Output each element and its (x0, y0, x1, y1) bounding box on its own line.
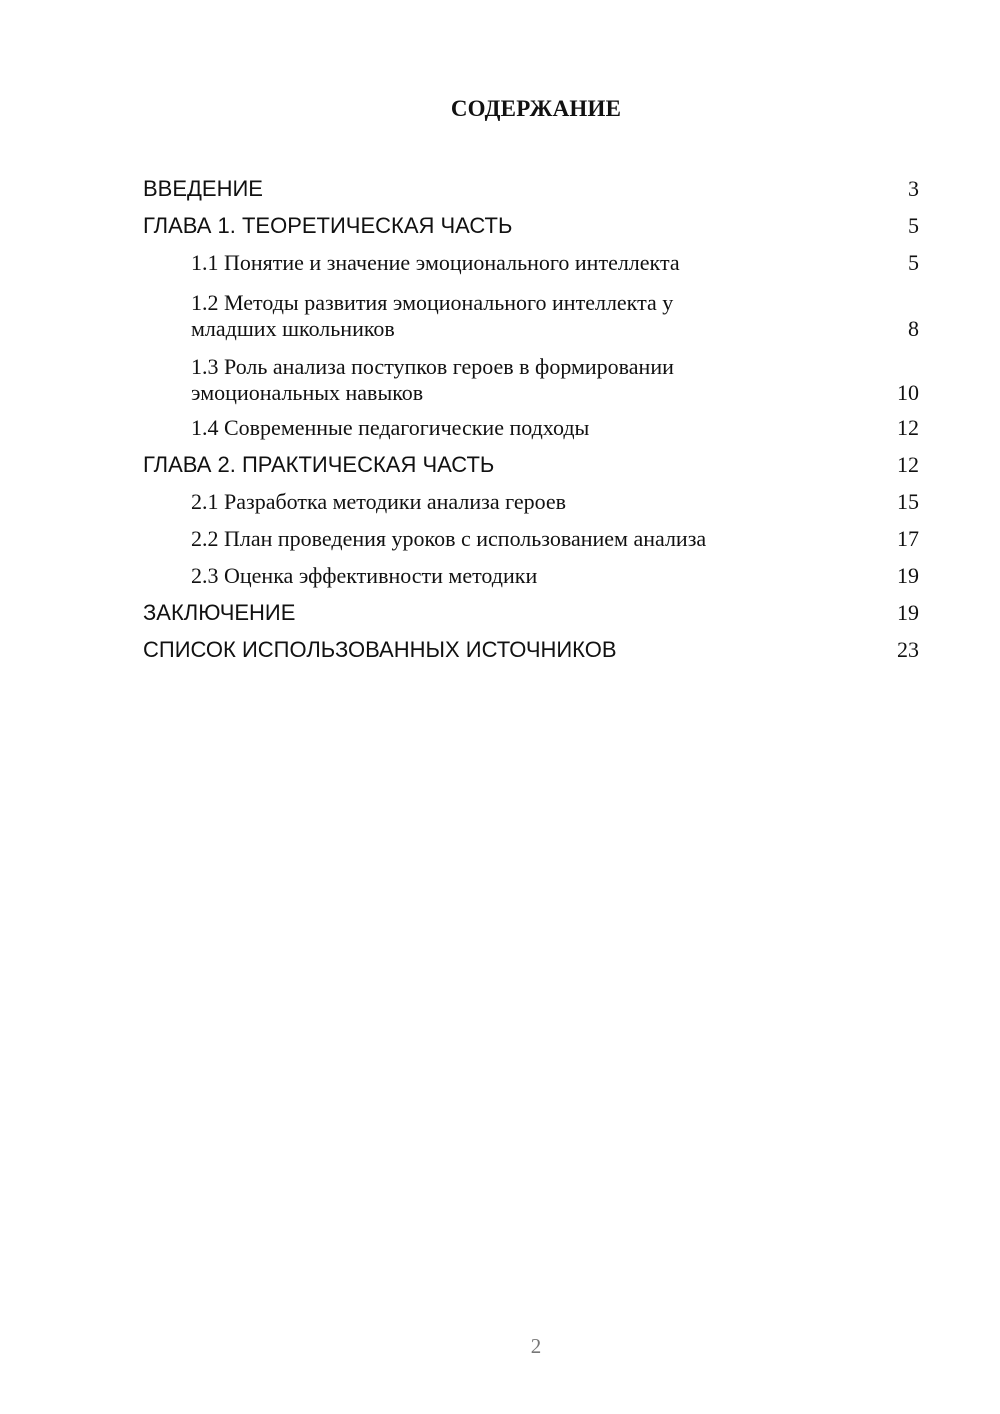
toc-entry-label: 1.2 Методы развития эмоционального интеллекта у младших школьников (191, 290, 674, 341)
toc-entry-section-1-4[interactable] (143, 409, 919, 446)
toc-entry-label: ЗАКЛЮЧЕНИЕ (143, 600, 296, 625)
toc-entry-section-1-3[interactable] (143, 345, 919, 409)
toc-entry-section-2-2[interactable] (143, 520, 919, 557)
toc-entry-page: 10 (897, 380, 919, 405)
toc-entry-page: 19 (897, 562, 919, 588)
toc-entry-page: 15 (897, 488, 919, 514)
toc-entry-label: 2.1 Разработка методики анализа героев (191, 488, 567, 514)
toc-title: СОДЕРЖАНИЕ (450, 96, 622, 121)
toc-entry-page: 5 (908, 213, 919, 238)
toc-entry-page: 12 (897, 414, 919, 440)
toc-entry-page: 5 (908, 249, 919, 275)
toc-entry-label: 1.1 Понятие и значение эмоционального интеллекта (191, 249, 680, 275)
toc-entry-references[interactable] (143, 631, 919, 668)
toc-entry-label: ГЛАВА 2. ПРАКТИЧЕСКАЯ ЧАСТЬ (143, 452, 495, 477)
toc-entry-introduction[interactable] (143, 170, 919, 207)
toc-entry-conclusion[interactable] (143, 594, 919, 631)
toc-entry-section-1-1[interactable] (143, 244, 919, 281)
toc-entry-page: 19 (897, 600, 919, 625)
toc-entry-section-2-1[interactable] (143, 483, 919, 520)
toc-entry-section-1-2[interactable] (143, 281, 919, 345)
toc-entry-label: 1.4 Современные педагогические подходы (191, 414, 590, 440)
toc-entry-label: ВВЕДЕНИЕ (143, 176, 263, 201)
toc-entry-page: 17 (897, 525, 919, 551)
toc-entry-label: СПИСОК ИСПОЛЬЗОВАННЫХ ИСТОЧНИКОВ (143, 637, 617, 662)
toc-entry-page: 23 (897, 637, 919, 662)
toc-entry-section-2-3[interactable] (143, 557, 919, 594)
toc-entry-page: 8 (908, 316, 919, 341)
toc-entry-page: 3 (908, 176, 919, 201)
toc-entry-label: 2.2 План проведения уроков с использованием анализа (191, 525, 707, 551)
toc-entry-chapter-2[interactable] (143, 446, 919, 483)
toc-entry-label: ГЛАВА 1. ТЕОРЕТИЧЕСКАЯ ЧАСТЬ (143, 213, 513, 238)
toc-entry-chapter-1[interactable] (143, 207, 919, 244)
toc-entry-label: 1.3 Роль анализа поступков героев в формировании эмоциональных навыков (191, 354, 674, 405)
table-of-contents (143, 170, 919, 668)
toc-entry-label: 2.3 Оценка эффективности методики (191, 562, 538, 588)
toc-entry-page: 12 (897, 452, 919, 477)
page-number: 2 (530, 1334, 542, 1358)
